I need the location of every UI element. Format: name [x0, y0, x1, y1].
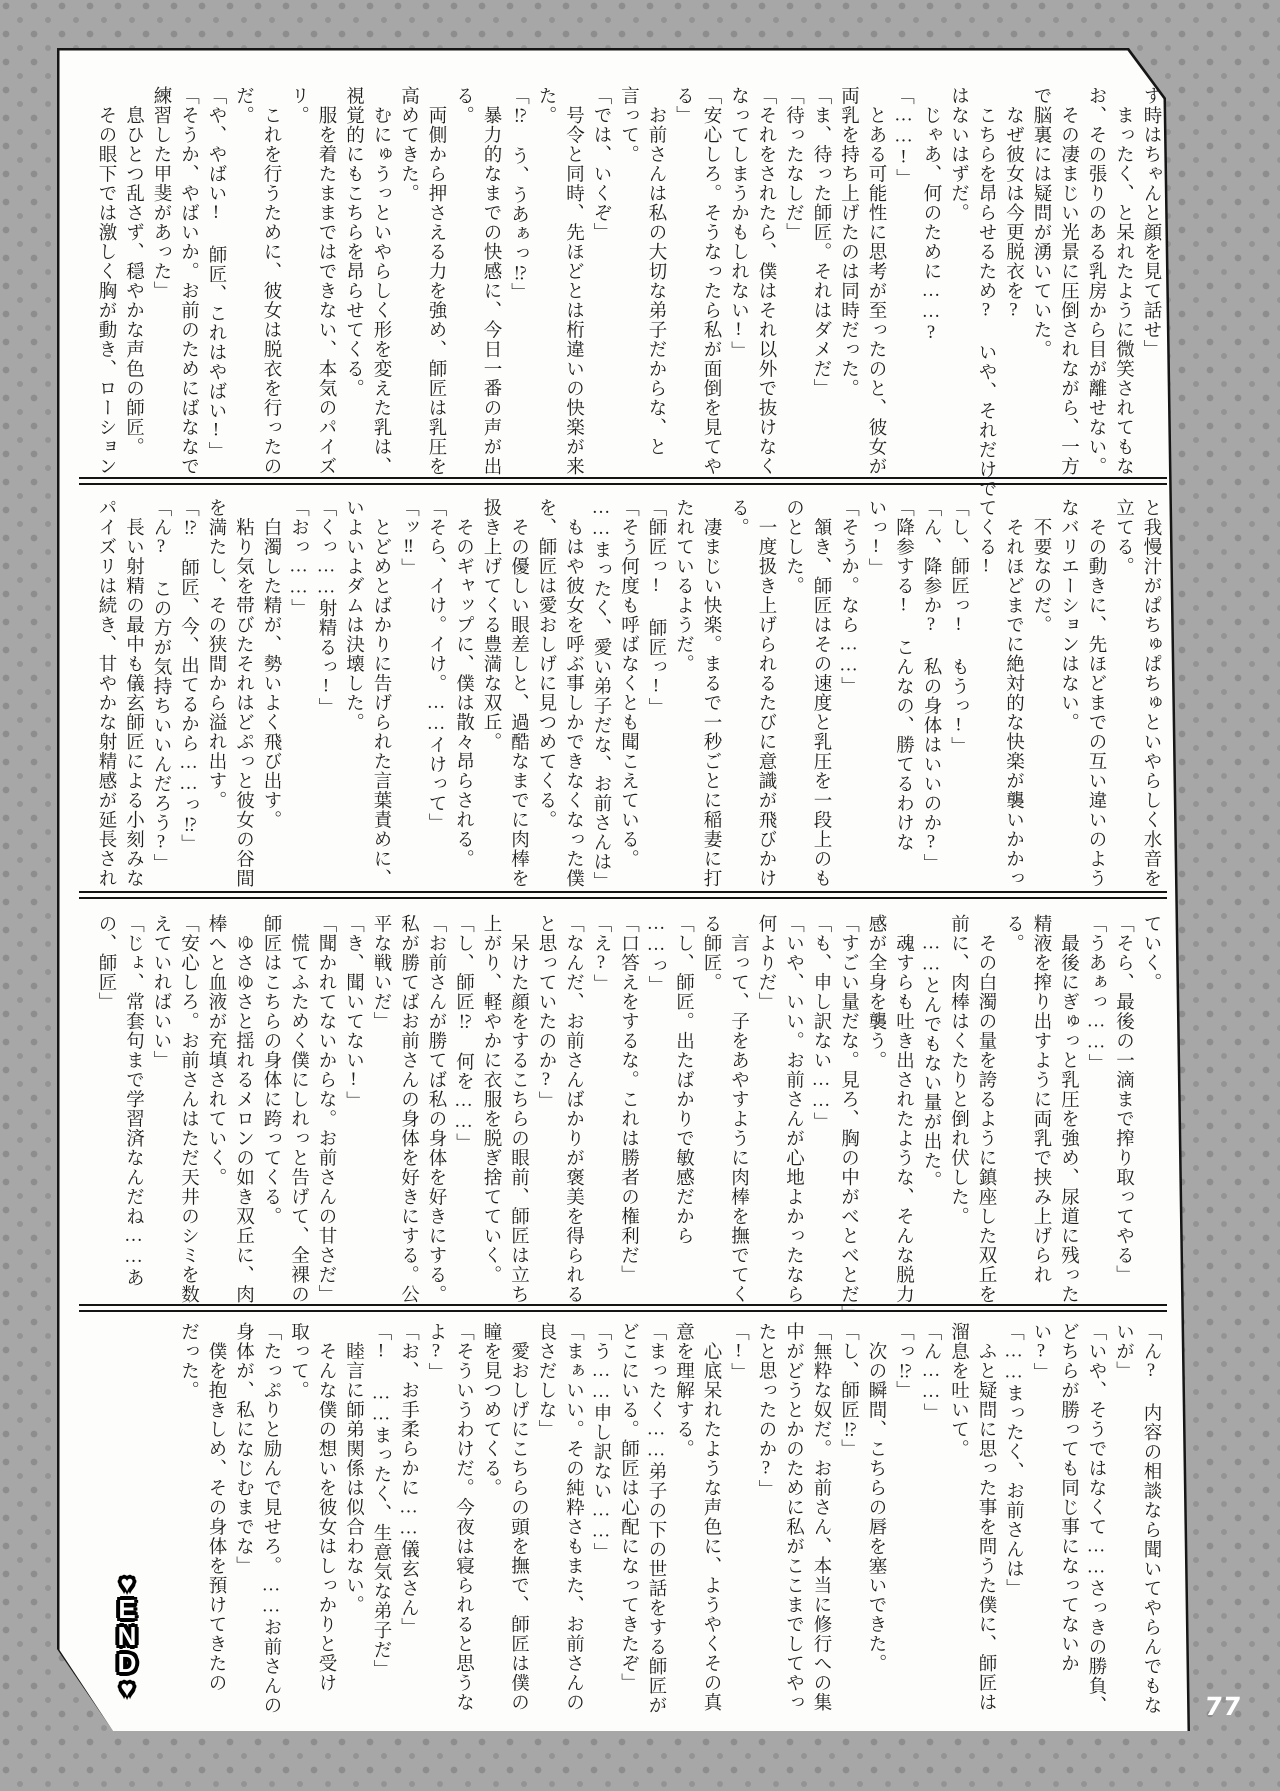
text-column: 「くっ……射精るっ!」 [316, 498, 336, 717]
text-section-2 [87, 498, 1164, 891]
text-column: 「口答えをするな。これは勝者の権利だ」 [618, 914, 639, 1285]
text-column: 睦言に師弟関係は似合わない。 [343, 1322, 364, 1615]
text-column: 練習した甲斐があった」 [151, 86, 171, 301]
text-column: むにゅうっといやらしく形を変えた乳は、 [371, 86, 391, 476]
section-divider-3 [79, 1304, 1167, 1312]
text-column: たれているようだ。 [673, 498, 694, 674]
text-column: 「ん、降参か? 私の身体はいいのか?」 [921, 498, 941, 873]
text-column: る師匠。 [701, 914, 721, 992]
text-column: ……まったく、愛い弟子だな、お前さんは」 [591, 498, 611, 891]
text-column: 「!」 [728, 1322, 749, 1382]
text-column: いっ!」 [866, 498, 886, 578]
text-column: 僕を抱きしめ、その身体を預けてきたの [206, 1322, 226, 1693]
novel-page [57, 48, 1190, 1731]
text-column: 「ん? 内容の相談なら聞いてやらんでもな [1141, 1322, 1161, 1715]
text-column: 長い射精の最中も儀玄師匠による小刻みな [123, 498, 144, 888]
text-column: 前に、肉棒はくたりと倒れ伏した。 [948, 914, 969, 1226]
text-section-1 [87, 86, 1164, 499]
text-column: 「そう何度も呼ばなくとも聞こえている。 [618, 498, 639, 869]
end-mark [105, 1572, 149, 1701]
text-column: じゃあ、何のために……? [921, 86, 941, 344]
text-column: そのギャップに、僕は散々昂らされる。 [453, 498, 474, 869]
text-column: たと思ったのか?」 [756, 1322, 776, 1499]
section-divider-2 [79, 891, 1167, 899]
text-column: 粘り気を帯びたそれはどぷっと彼女の谷間 [233, 498, 254, 888]
text-column: 「そら、最後の一滴まで搾り取ってやる」 [1113, 914, 1134, 1285]
text-column: 「き、聞いてない!」 [343, 914, 364, 1111]
text-column: 取って。 [288, 1322, 309, 1400]
text-column: だった。 [178, 1322, 199, 1400]
text-column: 「たっぷりと励んで見せろ。……お前さんの [261, 1322, 281, 1715]
text-column: る。 [1003, 914, 1024, 953]
text-column: 息ひとつ乱さず、穏やかな声色の師匠。 [123, 86, 144, 457]
text-column: 扱き上げてくる豊満な双丘。 [481, 498, 501, 752]
heart-icon: ♥ [120, 1571, 134, 1596]
text-column: 「し、師匠⁉ 何を……」 [453, 914, 474, 1153]
text-column: 溜息を吐いて。 [948, 1322, 969, 1459]
text-column: 感が全身を襲う。 [866, 914, 886, 1070]
text-column: 慌てふためく僕にしれっと告げて、全裸の [288, 914, 309, 1304]
text-column: 「それをされたら、僕はそれ以外で抜けなく [756, 86, 776, 476]
text-column: る」 [673, 86, 694, 125]
text-column: そんな僕の想いを彼女はしっかりと受け [316, 1322, 336, 1693]
text-column: で脳裏には疑問が湧いていた。 [1031, 86, 1051, 359]
text-column: 「や、やばい! 師匠、これはやばい!」 [206, 86, 226, 461]
text-column: 「無粋な奴だ。お前さん、本当に修行への集 [811, 1322, 831, 1712]
text-column: 上がり、軽やかに衣服を脱ぎ捨てていく。 [481, 914, 501, 1285]
text-column: を、師匠は愛おしげに見つめてくる。 [536, 498, 556, 830]
text-column: 暴力的なまでの快感に、今日一番の声が出 [481, 86, 501, 476]
text-column: 「安心しろ。そうなったら私が面倒を見てや [701, 86, 721, 476]
text-column: 「っ⁉」 [893, 1322, 914, 1400]
text-column: 「ま、待った師匠。それはダメだ」 [811, 86, 831, 398]
text-column: 「し、師匠⁉」 [838, 1322, 859, 1459]
text-column: ていく。 [1141, 914, 1161, 992]
text-column: その凄まじい光景に圧倒されながら、一方 [1058, 86, 1079, 476]
text-column: それほどまでに絶対的な快楽が襲いかかっ [1003, 498, 1024, 888]
text-column: 一度扱き上げられるたびに意識が飛びかけ [756, 498, 776, 888]
text-column: だ。 [233, 86, 254, 125]
text-column: 「し、師匠。出たばかりで敏感だから [673, 914, 694, 1246]
text-column: 良さだしな」 [536, 1322, 556, 1439]
text-column: その動きに、先ほどまでの互い違いのよう [1086, 498, 1106, 888]
text-column: 「うあぁっ……」 [1086, 914, 1106, 1073]
text-column: てくる! [976, 498, 996, 578]
text-column: リ。 [288, 86, 309, 125]
text-column: その眼下では激しく胸が動き、ローション [96, 86, 116, 476]
text-column: 「いや、そうではなくて……さっきの勝負、 [1086, 1322, 1106, 1715]
text-column: 瞳を見つめてくる。 [481, 1322, 501, 1498]
text-column: とどめとばかりに告げられた言葉責めに、 [371, 498, 391, 888]
text-column: 言って。 [618, 86, 639, 164]
text-column: る。 [453, 86, 474, 125]
text-column: 両乳を持ち上げたのは同時だった。 [838, 86, 859, 398]
text-column: 意を理解する。 [673, 1322, 694, 1459]
text-column: 立てる。 [1113, 498, 1134, 576]
text-column: 最後にぎゅっと乳圧を強め、尿道に残った [1058, 914, 1079, 1304]
text-column: 精液を搾り出すように両乳で挟み上げられ [1031, 914, 1051, 1285]
text-column: まったく、と呆れたように微笑されてもな [1113, 86, 1134, 476]
text-column: 何よりだ」 [756, 914, 776, 1012]
text-column: その優しい眼差しと、過酷なまでに肉棒を [508, 498, 529, 888]
text-column: 師匠はこちらの身体に跨ってくる。 [261, 914, 281, 1226]
text-column: 「まったく……弟子の下の世話をする師匠が [646, 1322, 666, 1715]
text-column: 「ッ‼」 [398, 498, 419, 578]
text-column: 「そら、イけ。イけ。……イけって」 [426, 498, 446, 833]
page-number: 77 [1203, 1692, 1244, 1721]
text-column: 次の瞬間、こちらの唇を塞いできた。 [866, 1322, 886, 1673]
text-column: 「では、いくぞ」 [591, 86, 611, 242]
text-column: もはや彼女を呼ぶ事しかできなくなった僕 [563, 498, 584, 888]
end-letter-d: D [117, 1648, 137, 1678]
text-column: 中がどうとかのために私がここまでしてやっ [783, 1322, 804, 1712]
text-column: のとした。 [783, 498, 804, 596]
end-letter-e: E [118, 1594, 136, 1624]
text-column: 「し、師匠っ! もうっ!」 [948, 498, 969, 756]
text-column: どこにいる。師匠は心配になってきたぞ」 [618, 1322, 639, 1693]
text-column: 「なんだ、お前さんばかりが褒美を得られる [563, 914, 584, 1304]
text-column: 「ん? この方が気持ちいいんだろう?」 [151, 498, 171, 873]
text-column: 「おっ……」 [288, 498, 309, 618]
text-column: 「⁉ う、うあぁっ⁉」 [508, 86, 529, 302]
text-column: どちらが勝っても同じ事になってないか [1058, 1322, 1079, 1673]
text-column: 「え?」 [591, 914, 611, 994]
text-column: なぜ彼女は今更脱衣を? [1003, 86, 1024, 322]
text-column: 凄まじい快楽。まるで一秒ごとに稲妻に打 [701, 498, 721, 888]
text-column: いよいよダムは決壊した。 [343, 498, 364, 732]
text-column: 「! ……まったく、生意気な弟子だ」 [371, 1322, 391, 1679]
text-column: 号令と同時、先ほどとは桁違いの快楽が来 [563, 86, 584, 476]
text-column: す時はちゃんと顔を見て話せ」 [1141, 86, 1161, 359]
text-column: 「ん……」 [921, 1322, 941, 1423]
text-column: 「すごい量だな。見ろ、胸の中がべとべとだ」 [838, 914, 859, 1324]
text-column: 「……まったく、お前さんは」 [1003, 1322, 1024, 1598]
text-column: い?」 [1031, 1322, 1051, 1382]
text-column: 「まぁいい。その純粋さもまた、お前さんの [563, 1322, 584, 1712]
text-column: 呆けた顔をするこちらの眼前、師匠は立ち [508, 914, 529, 1304]
text-column: 言って、子をあやすように肉棒を撫でてく [728, 914, 749, 1304]
text-column: 「いや、いい。お前さんが心地よかったなら [783, 914, 804, 1304]
text-column: いが」 [1113, 1322, 1134, 1381]
text-column: 「そうか。なら……」 [838, 498, 859, 696]
text-column: 視覚的にもこちらを昂らせてくる。 [343, 86, 364, 398]
text-column: 「お前さんが勝てば私の身体を好きにする。 [426, 914, 446, 1304]
text-column: 棒へと血液が充填されていく。 [206, 914, 226, 1187]
text-column: 「師匠っ! 師匠っ!」 [646, 498, 666, 717]
text-column: 服を着たままではできない、本気のパイズ [316, 86, 336, 476]
text-column: はないはずだ。 [948, 86, 969, 223]
text-column: なってしまうかもしれない!」 [728, 86, 749, 361]
text-column: 「う……申し訳ない……」 [591, 1322, 611, 1562]
text-section-3 [87, 914, 1164, 1324]
text-column: と我慢汁がぱちゅぱちゅといやらしく水音を [1141, 498, 1161, 888]
text-column: ふと疑問に思った事を問うた僕に、師匠は [976, 1322, 996, 1712]
text-column: 「そうか、やばいか。お前のためにばななで [178, 86, 199, 476]
text-column: 愛おしげにこちらの頭を撫で、師匠は僕の [508, 1322, 529, 1712]
text-column: 「そういうわけだ。今夜は寝られると思うな [453, 1322, 474, 1712]
text-column: ……とんでもない量が出た。 [921, 914, 941, 1190]
text-column: 「お、お手柔らかに……儀玄さん」 [398, 1322, 419, 1637]
text-column: 「待ったなしだ」 [783, 86, 804, 242]
text-column: 高めてきた。 [398, 86, 419, 203]
text-column: えていればいい」 [151, 914, 171, 1070]
text-column: 「聞かれてないからな。お前さんの甘さだ」 [316, 914, 336, 1304]
text-column: 私が勝てばお前さんの身体を好きにする。公 [398, 914, 419, 1304]
section-divider-1 [79, 477, 1167, 485]
text-column: お、その張りのある乳房から目が離せない。 [1086, 86, 1106, 476]
text-column: 「も、申し訳ない……」 [811, 914, 831, 1132]
text-column: た。 [536, 86, 556, 125]
text-column: ……っ」 [646, 914, 666, 995]
text-column: 魂すらも吐き出されたような、そんな脱力 [893, 914, 914, 1304]
text-column: 白濁した精が、勢いよく飛び出す。 [261, 498, 281, 830]
text-column: 両側から押さえる力を強め、師匠は乳圧を [426, 86, 446, 476]
text-column: 不要なのだ。 [1031, 498, 1051, 635]
text-column: 身体が、私になじむまでな」 [233, 1322, 254, 1576]
text-column: とある可能性に思考が至ったのと、彼女が [866, 86, 886, 476]
heart-icon: ♥ [120, 1676, 134, 1701]
text-column: ゆさゆさと揺れるメロンの如き双丘に、肉 [233, 914, 254, 1304]
text-column: 「じょ、常套句まで学習済なんだね……あ [123, 914, 144, 1288]
text-column: なバリエーションはない。 [1058, 498, 1079, 732]
text-column: 心底呆れたような声色に、ようやくその真 [701, 1322, 721, 1712]
text-column: る。 [728, 498, 749, 537]
end-letter-n: N [117, 1621, 137, 1651]
text-column: 「⁉ 師匠、今、出てるから……っ⁉」 [178, 498, 199, 854]
text-column: その白濁の量を誇るように鎮座した双丘を [976, 914, 996, 1304]
text-column: お前さんは私の大切な弟子だからな、と [646, 86, 666, 457]
text-column: こちらを昂らせるため? いや、それだけで [976, 86, 996, 499]
text-section-4 [87, 1322, 1164, 1717]
text-column: これを行うために、彼女は脱衣を行ったの [261, 86, 281, 476]
text-column: 頷き、師匠はその速度と乳圧を一段上のも [811, 498, 831, 888]
text-column: の、師匠」 [96, 914, 116, 1012]
text-column: よ?」 [426, 1322, 446, 1382]
text-column: 平な戦いだ」 [371, 914, 391, 1031]
text-column: 「安心しろ。お前さんはただ天井のシミを数 [178, 914, 199, 1304]
text-column: と思っていたのか?」 [536, 914, 556, 1111]
text-column: 「……!」 [893, 86, 914, 188]
text-column: を満たし、その狭間から溢れ出す。 [206, 498, 226, 810]
text-column: パイズリは続き、甘やかな射精感が延長され [96, 498, 116, 888]
text-column: 「降参する! こんなの、勝てるわけな [893, 498, 914, 852]
